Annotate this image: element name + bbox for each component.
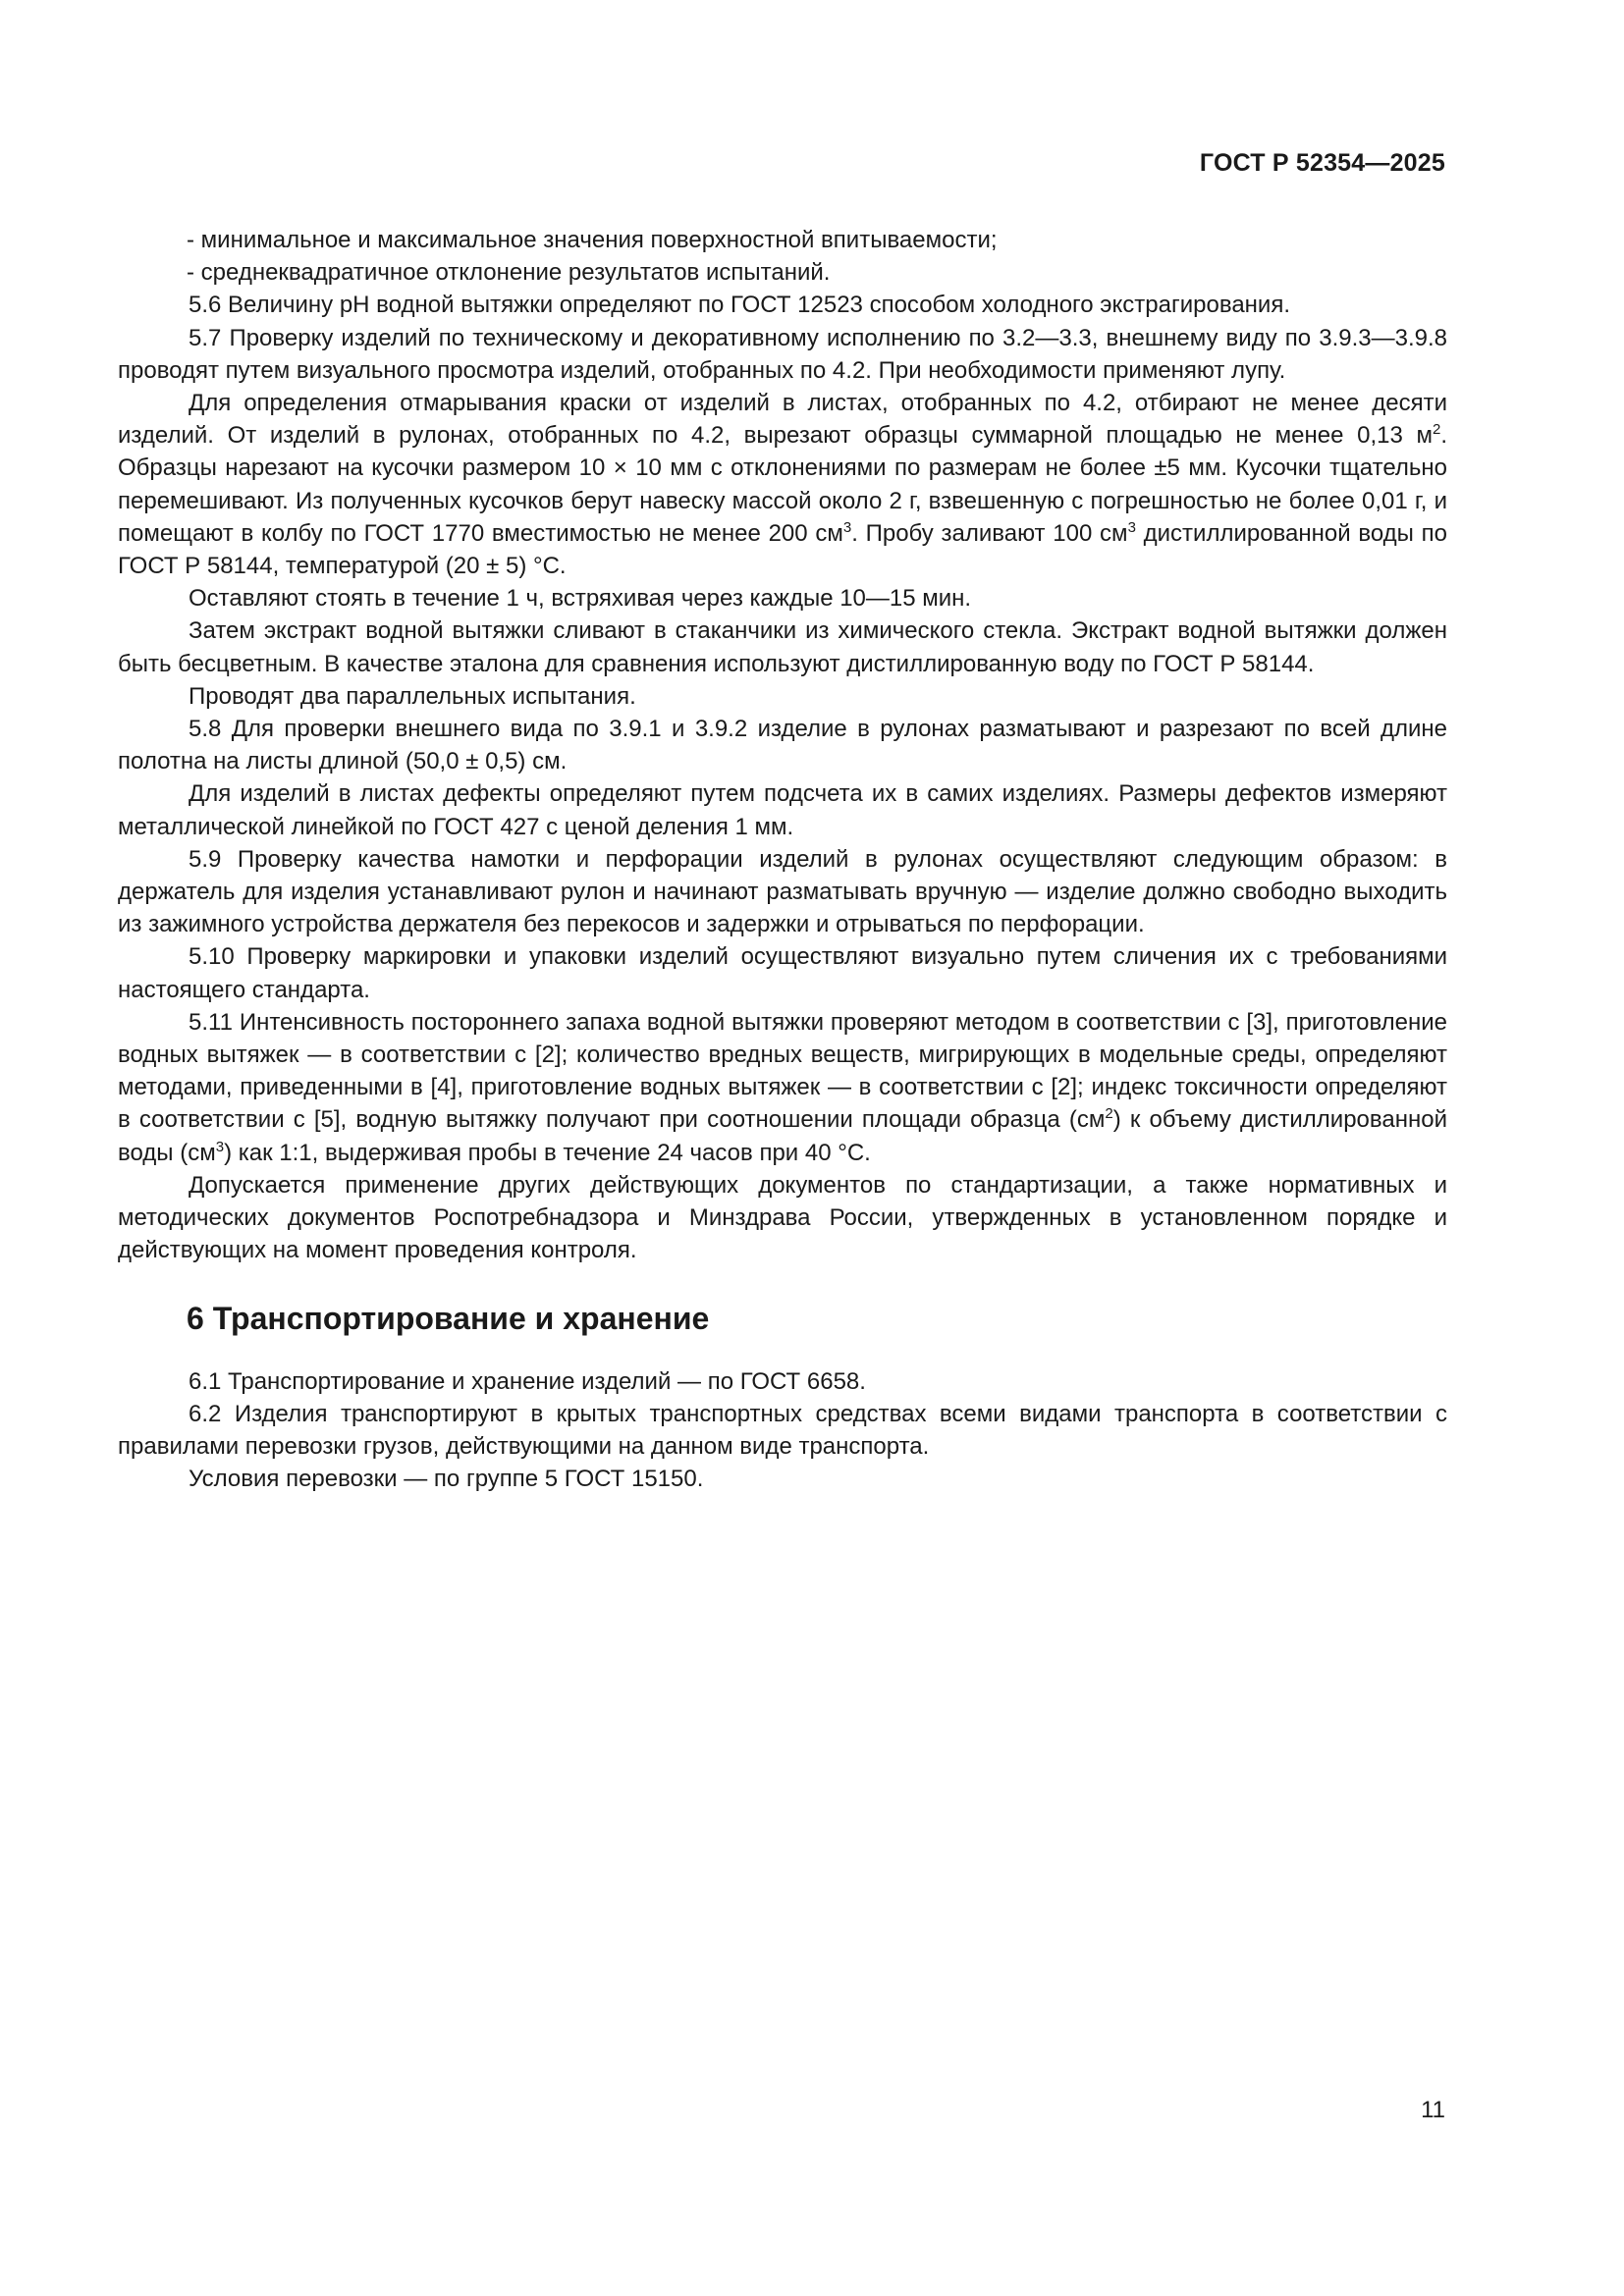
text-fragment: ) как 1:1, выдерживая пробы в течение 24 часов при 40 °С. (224, 1139, 871, 1166)
paragraph-5-8: 5.8 Для проверки внешнего вида по 3.9.1 и 3.9.2 изделие в рулонах разматывают и разрезают по всей длине полотна на листы длиной (50,0 ± 0,5) см. (118, 716, 1447, 775)
text-fragment: ) к объему дистиллированной воды (см (118, 1106, 1447, 1166)
superscript: 2 (1105, 1105, 1113, 1123)
superscript: 3 (842, 518, 852, 536)
paragraph-5-11 (118, 1006, 1447, 1169)
paragraph-6-1: 6.1 Транспортирование и хранение изделий — по ГОСТ 6658. (189, 1367, 866, 1395)
page-body (118, 224, 1447, 1495)
text-fragment: 5.11 Интенсивность постороннего запаха водной вытяжки проверяют методом в соответствии с [3], приготовление водных вытяжек — в соответствии с [2]; количество вредных веществ, мигрирующих в модельные среды, определяют методами, приведенными в [4], приготовление водных вытяжек — в соответствии с [2]; индекс токсичности определяют в соответствии с [5], водную вытяжку получают при соотношении площади образца (см (118, 1008, 1447, 1134)
paragraph-5-6: 5.6 Величину pH водной вытяжки определяют по ГОСТ 12523 способом холодного экстрагирования. (189, 292, 1290, 319)
paragraph-6-2: 6.2 Изделия транспортируют в крытых транспортных средствах всеми видами транспорта в соответствии с правилами перевозки грузов, действующими на данном виде транспорта. (118, 1400, 1447, 1460)
paragraph-5-9: 5.9 Проверку качества намотки и перфорации изделий в рулонах осуществляют следующим образом: в держатель для изделия устанавливают рулон и начинают разматывать вручную — изделие должно свободно выходить из зажимного устройства держателя без перекосов и задержки и отрываться по перфорации. (118, 845, 1447, 938)
section-heading: 6 Транспортирование и хранение (187, 1300, 710, 1336)
page-number: 11 (1421, 2097, 1445, 2123)
text-fragment: дистиллированной воды по ГОСТ Р 58144, температурой (20 ± 5) °С. (118, 519, 1447, 580)
paragraph: Проводят два параллельных испытания. (189, 682, 636, 710)
paragraph: Для изделий в листах дефекты определяют путем подсчета их в самих изделиях. Размеры дефектов измеряют металлической линейкой по ГОСТ 427 с ценой деления 1 мм. (118, 780, 1447, 840)
text-fragment: Для определения отмарывания краски от изделий в листах, отобранных по 4.2, отбирают не менее десяти изделий. От изделий в рулонах, отобранных по 4.2, вырезают образцы суммарной площадью не менее 0,13 м (118, 390, 1447, 450)
paragraph: Допускается применение других действующих документов по стандартизации, а также нормативных и методических документов Роспотребнадзора и Минздрава России, утвержденных в установленном порядке и действующих на момент проведения контроля. (118, 1171, 1447, 1264)
text-fragment: . Пробу заливают 100 см (851, 519, 1128, 547)
paragraph: Затем экстракт водной вытяжки сливают в стаканчики из химического стекла. Экстракт водной вытяжки должен быть бесцветным. В качестве эталона для сравнения используют дистиллированную воду по ГОСТ Р 58144. (118, 617, 1447, 677)
superscript: 2 (1432, 421, 1441, 439)
paragraph-5-7: 5.7 Проверку изделий по техническому и декоративному исполнению по 3.2—3.3, внешнему виду по 3.9.3—3.9.8 проводят путем визуального просмотра изделий, отобранных по 4.2. При необходимости применяют лупу. (118, 324, 1447, 384)
paragraph: Условия перевозки — по группе 5 ГОСТ 15150. (189, 1466, 704, 1493)
list-item: - минимальное и максимальное значения поверхностной впитываемости; (187, 227, 998, 253)
paragraph-sample-preparation (118, 387, 1447, 582)
superscript: 3 (215, 1138, 225, 1155)
paragraph: Оставляют стоять в течение 1 ч, встряхивая через каждые 10—15 мин. (189, 585, 972, 613)
paragraph-5-10: 5.10 Проверку маркировки и упаковки изделий осуществляют визуально путем сличения их с требованиями настоящего стандарта. (118, 943, 1447, 1003)
text-fragment: . Образцы нарезают на кусочки размером 10 × 10 мм с отклонениями по размерам не более ±5 мм. Кусочки тщательно перемешивают. Из полученных кусочков берут навеску массой около 2 г, взвешенную с погрешностью не более 0,01 г, и помещают в колбу по ГОСТ 1770 вместимостью не менее 200 см (118, 422, 1447, 547)
document-code: ГОСТ Р 52354—2025 (1199, 149, 1445, 177)
list-item: - среднеквадратичное отклонение результатов испытаний. (187, 259, 831, 287)
superscript: 3 (1127, 518, 1136, 536)
